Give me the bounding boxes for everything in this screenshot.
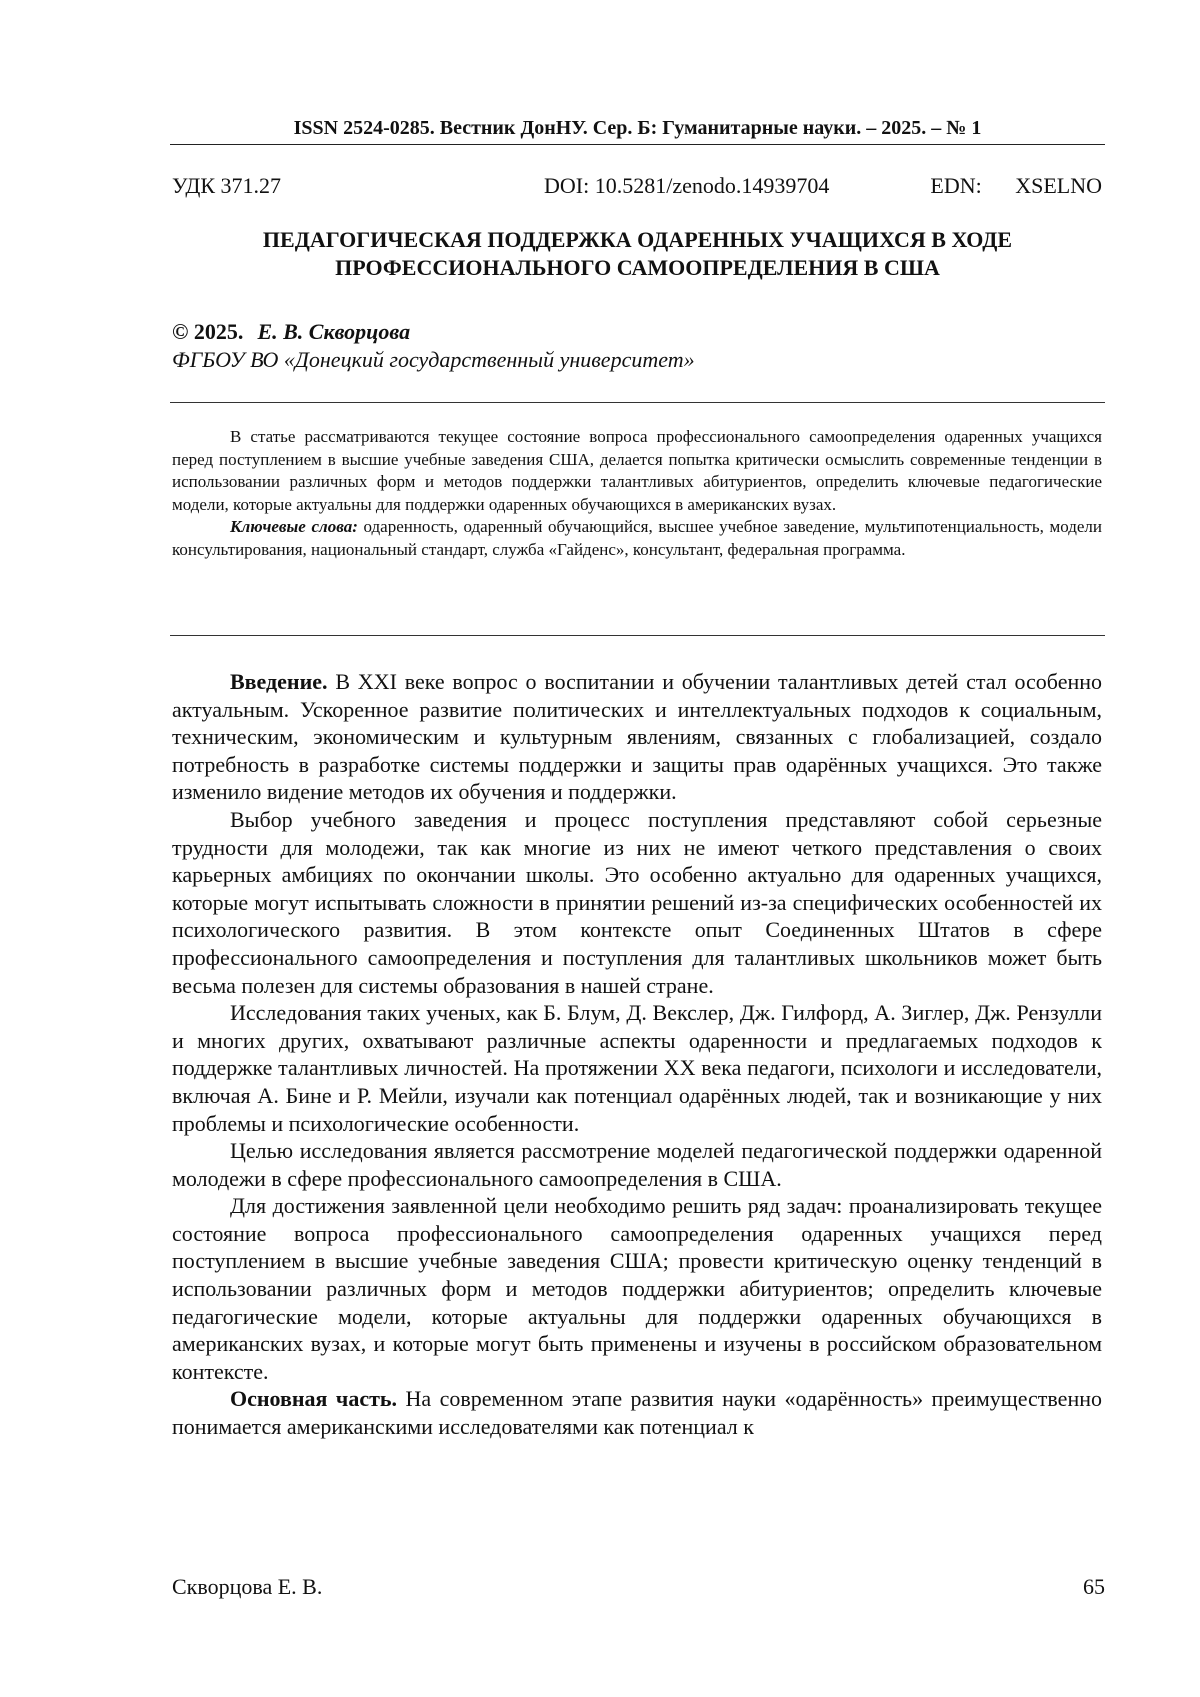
keywords	[172, 516, 1102, 561]
main-text: На современном этапе развития науки «одарённость» преимущественно понимается американскими исследователями как потенциал к	[172, 1386, 1102, 1440]
affiliation: ФГБОУ ВО «Донецкий государственный университет»	[172, 347, 695, 372]
copyright: © 2025.	[172, 319, 244, 344]
edn: EDN: XSELNO	[930, 173, 1102, 198]
abstract	[172, 426, 1102, 561]
article-body	[172, 668, 1102, 1441]
main-heading: Основная часть.	[230, 1386, 398, 1412]
paragraph-intro	[172, 668, 1102, 806]
title-line-2: ПРОФЕССИОНАЛЬНОГО САМООПРЕДЕЛЕНИЯ В США	[335, 255, 940, 280]
udc-code: УДК 371.27	[172, 173, 282, 198]
intro-heading: Введение.	[230, 669, 328, 694]
paragraph-2: Выбор учебного заведения и процесс поступления представляют собой серьезные трудности для молодежи, так как многие из них не имеют четкого представления о своих карьерных амбициях по окончании школы. Это особенно актуально для одаренных учащихся, которые могут испытывать сложности в принятии решений из-за специфических особенностей их психологического развития. В этом контексте опыт Соединенных Штатов в сфере профессионального самоопределения и поступления для талантливых школьников может быть весьма полезен для системы образования в нашей стране.	[172, 806, 1102, 998]
author-name: Е. В. Скворцова	[257, 319, 411, 344]
author-line	[172, 318, 410, 346]
doi: DOI: 10.5281/zenodo.14939704	[544, 173, 830, 198]
paragraph-4: Целью исследования является рассмотрение моделей педагогической поддержки одаренной молодежи в сфере профессионального самоопределения в США.	[172, 1138, 1102, 1191]
running-header: ISSN 2524-0285. Вестник ДонНУ. Сер. Б: Гуманитарные науки. – 2025. – № 1	[170, 116, 1105, 145]
keywords-label: Ключевые слова:	[230, 517, 358, 536]
article-title	[170, 226, 1105, 282]
footer-author: Скворцова Е. В.	[172, 1574, 323, 1599]
divider-bottom	[170, 635, 1105, 636]
keywords-list: одаренность, одаренный обучающийся, высшее учебное заведение, мультипотенциальность, модели консультирования, национальный стандарт, служба «Гайденс», консультант, федеральная программа.	[172, 517, 1102, 559]
paragraph-3: Исследования таких ученых, как Б. Блум, Д. Векслер, Дж. Гилфорд, А. Зиглер, Дж. Рензулли и многих других, охватывают различные аспекты одаренности и предлагаемых подходов к поддержке талантливых личностей. На протяжении XX века педагоги, психологи и исследователи, включая А. Бине и Р. Мейли, изучали как потенциал одарённых людей, так и возникающие у них проблемы и психологические особенности.	[172, 1000, 1102, 1136]
paragraph-main	[172, 1385, 1102, 1440]
abstract-text: В статье рассматриваются текущее состояние вопроса профессионального самоопределения одаренных учащихся перед поступлением в высшие учебные заведения США, делается попытка критически осмыслить современные тенденции в использовании различных форм и методов поддержки талантливых абитуриентов, определить ключевые педагогические модели, которые актуальны для поддержки одаренных обучающихся в американских вузах.	[172, 427, 1102, 514]
paragraph-5: Для достижения заявленной цели необходимо решить ряд задач: проанализировать текущее состояние вопроса профессионального самоопределения одаренных учащихся перед поступлением в высшие учебные заведения США; провести критическую оценку тенденций в использовании различных форм и методов поддержки абитуриентов; определить ключевые педагогические модели, которые актуальны для поддержки одаренных обучающихся в американских вузах, и которые могут быть применены и изучены в российском образовательном контексте.	[172, 1193, 1102, 1384]
divider-top	[170, 402, 1105, 403]
intro-text: В XXI веке вопрос о воспитании и обучении талантливых детей стал особенно актуальным. Ускоренное развитие политических и интеллектуальных подходов к социальным, техническим, экономическим и культурным явлениям, связанных с глобализацией, создало потребность в разработке системы поддержки и защиты прав одарённых учащихся. Это также изменило видение методов их обучения и поддержки.	[172, 669, 1102, 805]
title-line-1: ПЕДАГОГИЧЕСКАЯ ПОДДЕРЖКА ОДАРЕННЫХ УЧАЩИХСЯ В ХОДЕ	[262, 227, 1013, 252]
page-number: 65	[1083, 1574, 1105, 1599]
